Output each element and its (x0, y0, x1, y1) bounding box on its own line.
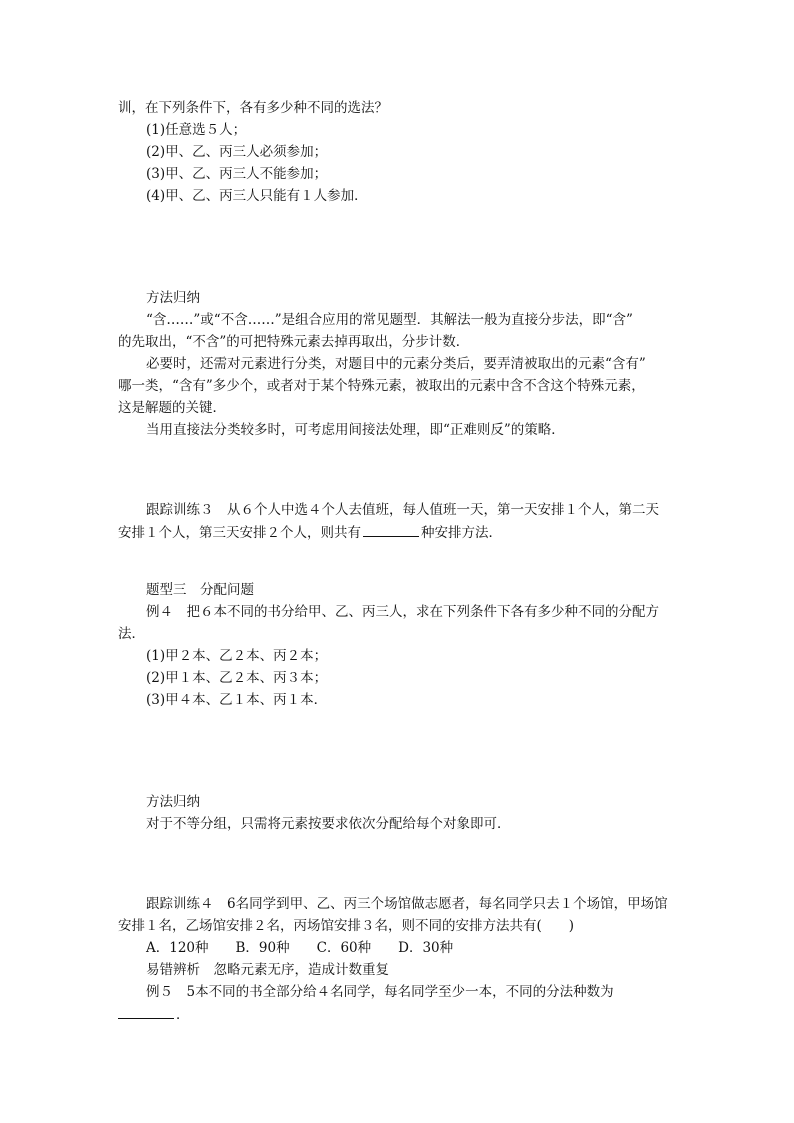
example5-line1: 例５ 5本不同的书全部分给４名同学，每名同学至少一本，不同的分法种数为 (146, 984, 614, 1000)
answer-blank[interactable] (363, 522, 419, 537)
example4-line1: 例４ 把６本不同的书分给甲、乙、丙三人，求在下列条件下各有多少种不同的分配方 (146, 604, 659, 620)
example4-line2: 法． (118, 626, 145, 642)
example3-item-2: (2)甲、乙、丙三人必须参加； (146, 144, 328, 160)
method-summary-p3: 当用直接法分类较多时，可考虑用间接法处理，即“正难则反”的策略． (146, 422, 565, 438)
section-title-type3: 题型三 分配问题 (146, 582, 254, 598)
practice4-options: A．120种 B．90种 C．60种 D．30种 (146, 940, 454, 956)
method-summary-p1-line2: 的先取出，“不含”的可把特殊元素去掉再取出，分步计数． (118, 334, 470, 350)
method-summary2-title: 方法归纳 (146, 794, 200, 810)
example3-item-3: (3)甲、乙、丙三人不能参加； (146, 166, 328, 182)
method-summary-p2-line2: 哪一类，“含有”多少个，或者对于某个特殊元素，被取出的元素中含不含这个特殊元素， (118, 378, 645, 394)
practice3-line2 (118, 522, 502, 543)
example3-item-4: (4)甲、乙、丙三人只能有１人参加． (146, 188, 368, 204)
method-summary-p2-line3: 这是解题的关键． (118, 400, 226, 416)
method-summary2-p1: 对于不等分组，只需将元素按要求依次分配给每个对象即可． (146, 816, 511, 832)
pitfall-title: 易错辨析 忽略元素无序，造成计数重复 (146, 962, 389, 978)
practice3-line2-text: 安排１个人，第三天安排２个人，则共有 (118, 525, 361, 541)
example5-line2-tail: ． (176, 1007, 190, 1023)
method-summary-p1-line1: “含……”或“不含……”是组合应用的常见题型．其解法一般为直接分步法，即“含” (146, 312, 633, 328)
answer-blank[interactable] (118, 1004, 174, 1019)
example4-item-1: (1)甲２本、乙２本、丙２本； (146, 648, 328, 664)
practice4-line1: 跟踪训练４ 6名同学到甲、乙、丙三个场馆做志愿者，每名同学只去１个场馆，甲场馆 (146, 896, 668, 912)
method-summary-title: 方法归纳 (146, 290, 200, 306)
method-summary-p2-line1: 必要时，还需对元素进行分类，对题目中的元素分类后，要弄清被取出的元素“含有” (146, 356, 646, 372)
example4-item-3: (3)甲４本、乙１本、丙１本． (146, 692, 328, 708)
practice3-line1: 跟踪训练３ 从６个人中选４个人去值班，每人值班一天，第一天安排１个人，第二天 (146, 502, 659, 518)
practice4-line2: 安排１名，乙场馆安排２名，丙场馆安排３名，则不同的安排方法共有( ) (118, 918, 575, 934)
practice3-line2-tail: 种安排方法． (421, 525, 502, 541)
example3-item-1: (1)任意选５人； (146, 122, 247, 138)
example4-item-2: (2)甲１本、乙２本、丙３本； (146, 670, 328, 686)
example5-line2 (118, 1004, 190, 1025)
example3-continuation: 训，在下列条件下，各有多少种不同的选法？ (118, 100, 388, 116)
